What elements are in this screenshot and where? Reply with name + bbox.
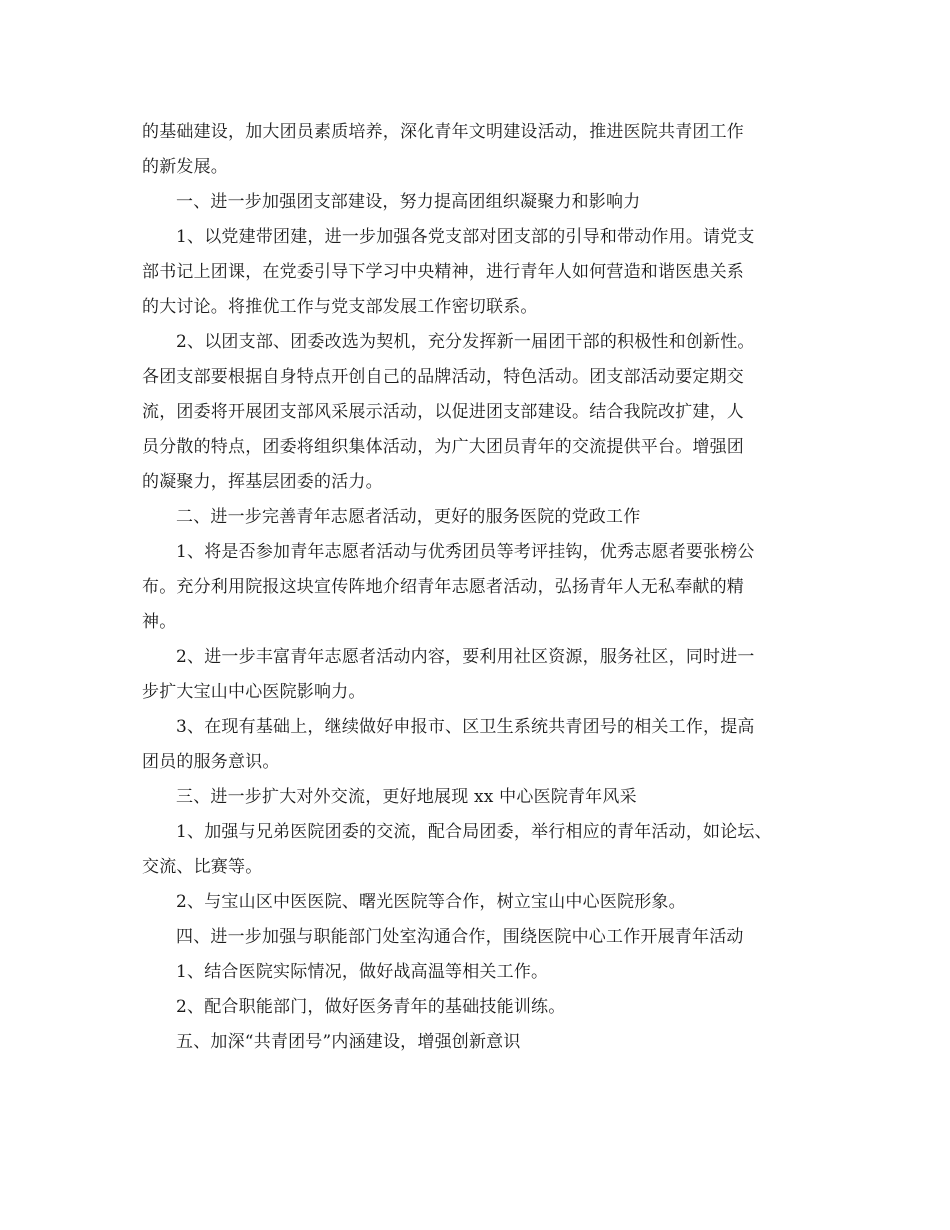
text-line: 2、进一步丰富青年志愿者活动内容，要利用社区资源，服务社区，同时进一 [176,647,755,667]
section-heading: 一、进一步加强团支部建设，努力提高团组织凝聚力和影响力 [176,192,641,212]
section-heading: 二、进一步完善青年志愿者活动，更好的服务医院的党政工作 [176,507,641,527]
text-line: 1、加强与兄弟医院团委的交流，配合局团委，举行相应的青年活动，如论坛、 [176,822,772,842]
text-line: 1、结合医院实际情况，做好战高温等相关工作。 [176,962,549,982]
text-line: 的凝聚力，挥基层团委的活力。 [142,472,383,492]
text-line: 1、将是否参加青年志愿者活动与优秀团员等考评挂钩，优秀志愿者要张榜公 [176,542,755,562]
document-body [142,115,822,1060]
text-line: 团员的服务意识。 [142,752,280,772]
text-line: 神。 [142,612,177,632]
section-heading: 四、进一步加强与职能部门处室沟通合作，围绕医院中心工作开展青年活动 [176,927,744,947]
text-line: 各团支部要根据自身特点开创自己的品牌活动，特色活动。团支部活动要定期交 [142,367,744,387]
text-line: 交流、比赛等。 [142,857,263,877]
text-line: 2、以团支部、团委改选为契机，充分发挥新一届团干部的积极性和创新性。 [176,332,755,352]
text-line: 1、以党建带团建，进一步加强各党支部对团支部的引导和带动作用。请党支 [176,227,755,247]
section-heading: 五、加深“共青团号”内涵建设，增强创新意识 [176,1032,521,1052]
text-line: 2、配合职能部门，做好医务青年的基础技能训练。 [176,997,566,1017]
text-line: 2、与宝山区中医医院、曙光医院等合作，树立宝山中心医院形象。 [176,892,686,912]
text-line: 布。充分利用院报这块宣传阵地介绍青年志愿者活动，弘扬青年人无私奉献的精 [142,577,744,597]
text-line: 步扩大宝山中心医院影响力。 [142,682,366,702]
text-line: 的基础建设，加大团员素质培养，深化青年文明建设活动，推进医院共青团工作 [142,122,744,142]
text-line: 部书记上团课，在党委引导下学习中央精神，进行青年人如何营造和谐医患关系 [142,262,744,282]
text-line: 的新发展。 [142,157,228,177]
section-heading: 三、进一步扩大对外交流，更好地展现 xx 中心医院青年风采 [176,787,637,807]
text-line: 的大讨论。将推优工作与党支部发展工作密切联系。 [142,297,538,317]
text-line: 流，团委将开展团支部风采展示活动，以促进团支部建设。结合我院改扩建，人 [142,402,744,422]
text-line: 3、在现有基础上，继续做好申报市、区卫生系统共青团号的相关工作，提高 [176,717,755,737]
text-line: 员分散的特点，团委将组织集体活动，为广大团员青年的交流提供平台。增强团 [142,437,744,457]
